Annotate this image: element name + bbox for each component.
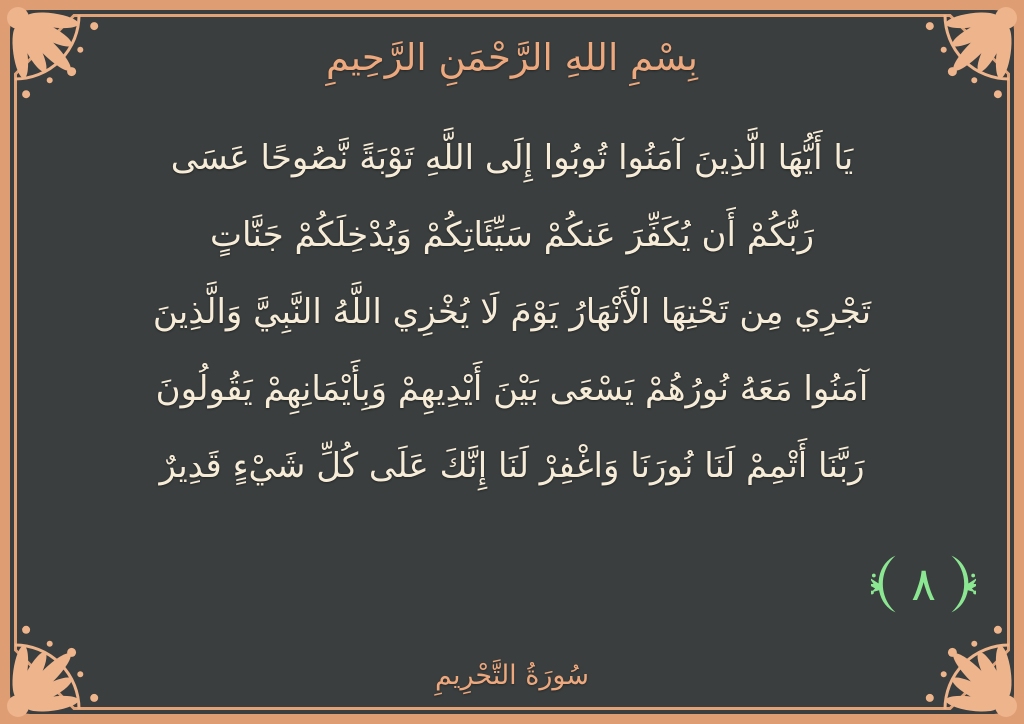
ornate-bracket-right-icon [942,546,976,622]
inner-border-right [1007,100,1010,624]
verse-line: تَجْرِي مِن تَحْتِهَا الْأَنْهَارُ يَوْمَ لَا يُخْزِي اللَّهُ النَّبِيَّ وَالَّذِينَ [152,292,872,332]
inner-border-left [14,100,17,624]
inner-border-bottom [100,707,924,710]
ornate-bracket-left-icon [871,546,905,622]
verse-line: رَبُّكُمْ أَن يُكَفِّرَ عَنكُمْ سَيِّئَاتِكُمْ وَيُدْخِلَكُمْ جَنَّاتٍ [210,215,814,255]
verse-text [40,120,984,505]
ayah-number: ٨ [911,557,936,611]
verse-line: آمَنُوا مَعَهُ نُورُهُمْ يَسْعَى بَيْنَ أَيْدِيهِمْ وَبِأَيْمَانِهِمْ يَقُولُونَ [155,369,869,409]
verse-line: رَبَّنَا أَتْمِمْ لَنَا نُورَنَا وَاغْفِرْ لَنَا إِنَّكَ عَلَى كُلِّ شَيْءٍ قَدِيرٌ [159,446,865,486]
ayah-number-marker [871,546,976,622]
inner-border-top [100,14,924,17]
surah-title: سُورَةُ التَّحْرِيمِ [434,660,590,691]
verse-line: يَا أَيُّهَا الَّذِينَ آمَنُوا تُوبُوا إِلَى اللَّهِ تَوْبَةً نَّصُوحًا عَسَى [170,138,854,178]
bismillah-text: بِسْمِ اللهِ الرَّحْمَنِ الرَّحِيمِ [326,36,698,79]
